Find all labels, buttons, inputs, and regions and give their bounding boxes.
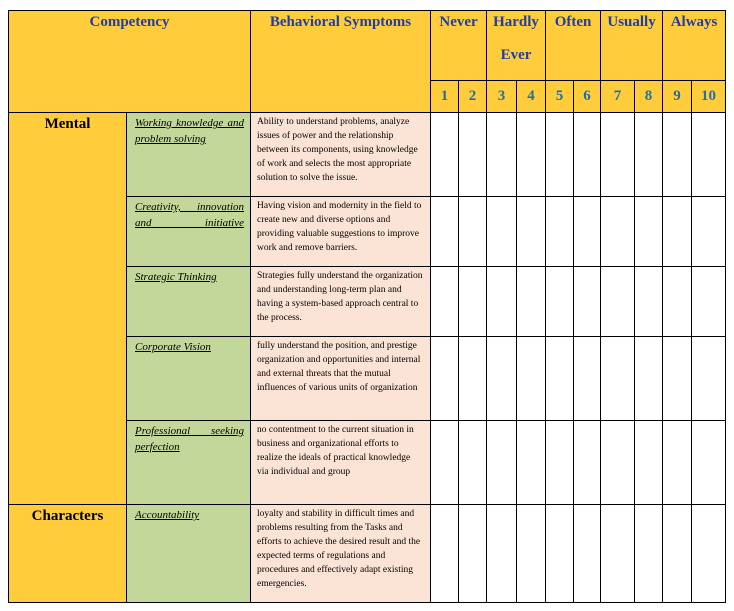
symptom-cell: Strategies fully understand the organization and understanding long-term plan and having a system-based approach central to the process. bbox=[251, 267, 431, 337]
rating-cell-5[interactable] bbox=[546, 337, 574, 421]
scale-2: 2 bbox=[459, 81, 487, 113]
rating-cell-8[interactable] bbox=[635, 421, 663, 505]
rating-cell-2[interactable] bbox=[459, 505, 487, 603]
rating-cell-2[interactable] bbox=[459, 197, 487, 267]
rating-cell-4[interactable] bbox=[517, 197, 546, 267]
rating-cell-4[interactable] bbox=[517, 113, 546, 197]
competency-cell: Working knowledge and problem solving bbox=[127, 113, 251, 197]
rating-cell-3[interactable] bbox=[487, 267, 517, 337]
rating-cell-7[interactable] bbox=[601, 337, 635, 421]
competency-cell: Corporate Vision bbox=[127, 337, 251, 421]
scale-10: 10 bbox=[692, 81, 726, 113]
competency-cell: Accountability bbox=[127, 505, 251, 603]
scale-8: 8 bbox=[635, 81, 663, 113]
rating-cell-3[interactable] bbox=[487, 113, 517, 197]
rating-cell-9[interactable] bbox=[663, 113, 692, 197]
rating-cell-10[interactable] bbox=[692, 505, 726, 603]
rating-cell-2[interactable] bbox=[459, 113, 487, 197]
rating-cell-9[interactable] bbox=[663, 505, 692, 603]
rating-cell-5[interactable] bbox=[546, 505, 574, 603]
header-hardly-ever bbox=[487, 11, 546, 81]
rating-cell-3[interactable] bbox=[487, 505, 517, 603]
rating-cell-6[interactable] bbox=[574, 421, 601, 505]
header-ever: Ever bbox=[500, 47, 532, 63]
rating-cell-2[interactable] bbox=[459, 267, 487, 337]
group-characters: Characters bbox=[9, 505, 127, 603]
rating-cell-8[interactable] bbox=[635, 197, 663, 267]
rating-cell-6[interactable] bbox=[574, 197, 601, 267]
competency-cell: Creativity, innovation and initiative bbox=[127, 197, 251, 267]
rating-cell-2[interactable] bbox=[459, 337, 487, 421]
rating-cell-10[interactable] bbox=[692, 267, 726, 337]
rating-cell-1[interactable] bbox=[431, 337, 459, 421]
symptom-cell: fully understand the position, and prestige organization and opportunities and internal and external threats that the mutual influences of various units of organization bbox=[251, 337, 431, 421]
symptom-cell: loyalty and stability in difficult times and problems resulting from the Tasks and efforts to achieve the desired result and the expected terms of regulations and procedures and effectively adapt existing emergencies. bbox=[251, 505, 431, 603]
scale-7: 7 bbox=[601, 81, 635, 113]
rating-cell-10[interactable] bbox=[692, 421, 726, 505]
rating-cell-5[interactable] bbox=[546, 421, 574, 505]
header-behavioral-symptoms: Behavioral Symptoms bbox=[251, 11, 431, 113]
symptom-cell: Having vision and modernity in the field to create new and diverse options and providing valuable suggestions to improve work and remove barriers. bbox=[251, 197, 431, 267]
rating-cell-10[interactable] bbox=[692, 197, 726, 267]
competency-cell: Professional seeking perfection bbox=[127, 421, 251, 505]
group-mental: Mental bbox=[9, 113, 127, 505]
header-often: Often bbox=[546, 11, 601, 81]
scale-5: 5 bbox=[546, 81, 574, 113]
rating-cell-6[interactable] bbox=[574, 505, 601, 603]
rating-cell-4[interactable] bbox=[517, 505, 546, 603]
scale-3: 3 bbox=[487, 81, 517, 113]
header-never: Never bbox=[431, 11, 487, 81]
symptom-cell: no contentment to the current situation in business and organizational efforts to realize the ideals of practical knowledge via individual and group bbox=[251, 421, 431, 505]
rating-cell-7[interactable] bbox=[601, 197, 635, 267]
symptom-cell: Ability to understand problems, analyze issues of power and the relationship between its components, using knowledge of work and selects the most appropriate solution to solve the issue. bbox=[251, 113, 431, 197]
rating-cell-6[interactable] bbox=[574, 113, 601, 197]
rating-cell-3[interactable] bbox=[487, 337, 517, 421]
rating-cell-1[interactable] bbox=[431, 197, 459, 267]
rating-cell-3[interactable] bbox=[487, 197, 517, 267]
rating-cell-1[interactable] bbox=[431, 421, 459, 505]
rating-cell-9[interactable] bbox=[663, 197, 692, 267]
rating-cell-10[interactable] bbox=[692, 113, 726, 197]
rating-cell-1[interactable] bbox=[431, 267, 459, 337]
rating-cell-9[interactable] bbox=[663, 267, 692, 337]
rating-cell-5[interactable] bbox=[546, 197, 574, 267]
rating-cell-4[interactable] bbox=[517, 421, 546, 505]
rating-cell-1[interactable] bbox=[431, 505, 459, 603]
header-always: Always bbox=[663, 11, 726, 81]
rating-cell-4[interactable] bbox=[517, 337, 546, 421]
rating-cell-6[interactable] bbox=[574, 267, 601, 337]
rating-cell-3[interactable] bbox=[487, 421, 517, 505]
rating-cell-8[interactable] bbox=[635, 337, 663, 421]
rating-cell-7[interactable] bbox=[601, 421, 635, 505]
rating-cell-8[interactable] bbox=[635, 505, 663, 603]
scale-6: 6 bbox=[574, 81, 601, 113]
scale-4: 4 bbox=[517, 81, 546, 113]
header-competency: Competency bbox=[9, 11, 251, 113]
rating-cell-6[interactable] bbox=[574, 337, 601, 421]
rating-cell-1[interactable] bbox=[431, 113, 459, 197]
rating-cell-8[interactable] bbox=[635, 267, 663, 337]
rating-cell-9[interactable] bbox=[663, 337, 692, 421]
scale-1: 1 bbox=[431, 81, 459, 113]
rating-cell-7[interactable] bbox=[601, 505, 635, 603]
rating-cell-9[interactable] bbox=[663, 421, 692, 505]
rating-cell-8[interactable] bbox=[635, 113, 663, 197]
rating-cell-4[interactable] bbox=[517, 267, 546, 337]
header-usually: Usually bbox=[601, 11, 663, 81]
competency-rating-table bbox=[8, 10, 726, 603]
header-hardly: Hardly bbox=[493, 14, 539, 30]
rating-cell-2[interactable] bbox=[459, 421, 487, 505]
scale-9: 9 bbox=[663, 81, 692, 113]
competency-cell: Strategic Thinking bbox=[127, 267, 251, 337]
rating-cell-5[interactable] bbox=[546, 113, 574, 197]
rating-cell-5[interactable] bbox=[546, 267, 574, 337]
rating-cell-10[interactable] bbox=[692, 337, 726, 421]
rating-cell-7[interactable] bbox=[601, 113, 635, 197]
rating-cell-7[interactable] bbox=[601, 267, 635, 337]
